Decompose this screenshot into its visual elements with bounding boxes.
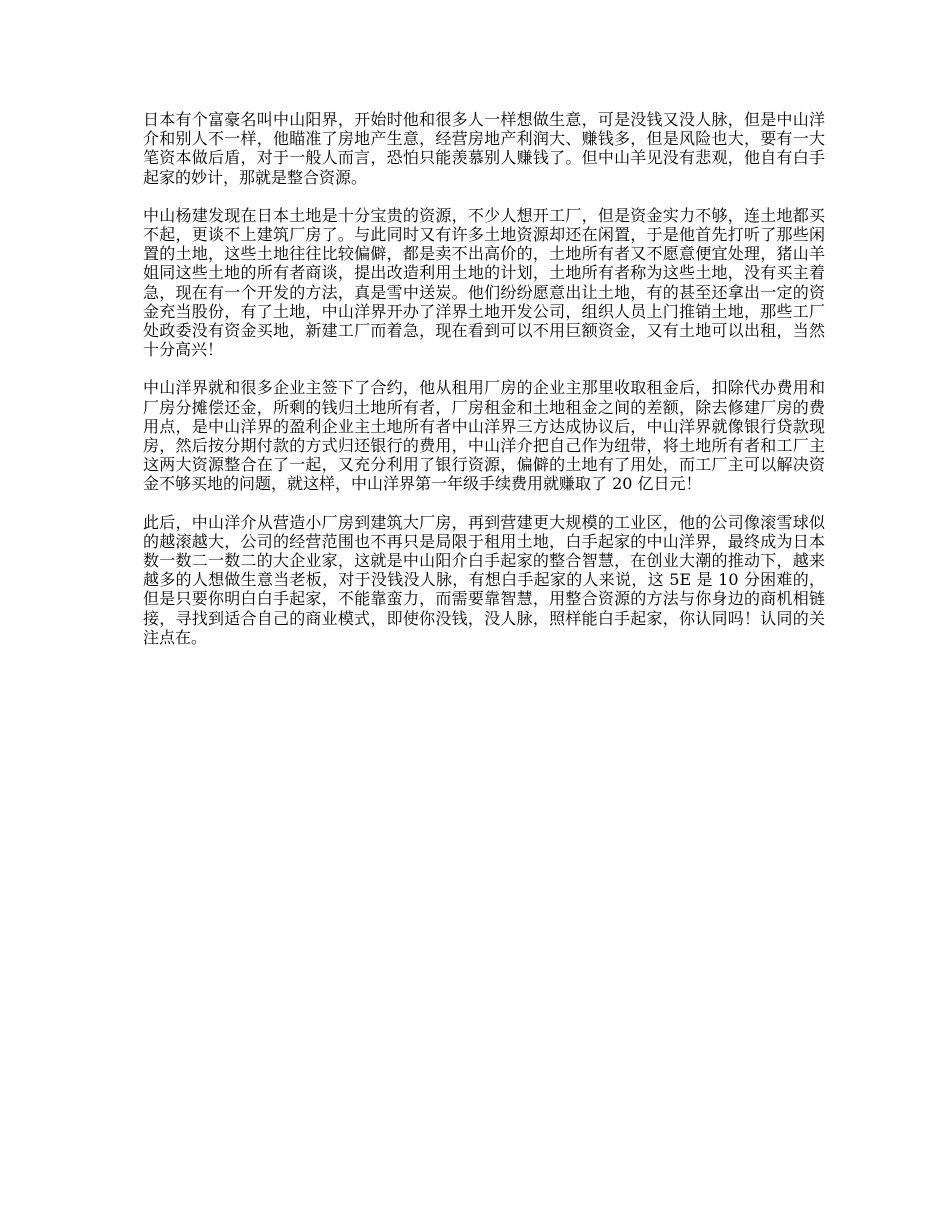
paragraph-3: 中山洋界就和很多企业主签下了合约，他从租用厂房的企业主那里收取租金后，扣除代办费用和厂房分摊偿还金，所剩的钱归土地所有者，厂房租金和土地租金之间的差额，除去修建厂房的费用点，是中山洋界的盈利企业主土地所有者中山洋界三方达成协议后，中山洋界就像银行贷款现房，然后按分期付款的方式归还银行的费用，中山洋介把自己作为纽带，将土地所有者和工厂主这两大资源整合在了一起，又充分利用了银行资源，偏僻的土地有了用处，而工厂主可以解决资金不够买地的问题，就这样，中山洋界第一年级手续费用就赚取了 20 亿日元！ [143, 378, 825, 494]
document-page [143, 110, 825, 666]
paragraph-4: 此后，中山洋介从营造小厂房到建筑大厂房，再到营建更大规模的工业区，他的公司像滚雪球似的越滚越大，公司的经营范围也不再只是局限于租用土地，白手起家的中山洋界，最终成为日本数一数二一数二的大企业家，这就是中山阳介白手起家的整合智慧，在创业大潮的推动下，越来越多的人想做生意当老板，对于没钱没人脉，有想白手起家的人来说，这 5E 是 10 分困难的，但是只要你明白白手起家，不能靠蛮力，而需要靠智慧，用整合资源的方法与你身边的商机相链接，寻找到适合自己的商业模式，即使你没钱，没人脉，照样能白手起家，你认同吗！认同的关注点在。 [143, 512, 825, 647]
paragraph-2: 中山杨建发现在日本土地是十分宝贵的资源，不少人想开工厂，但是资金实力不够，连土地都买不起，更谈不上建筑厂房了。与此同时又有许多土地资源却还在闲置，于是他首先打听了那些闲置的土地，这些土地往往比较偏僻，都是卖不出高价的，土地所有者又不愿意便宜处理，猪山羊姐同这些土地的所有者商谈，提出改造利用土地的计划，土地所有者称为这些土地，没有买主着急，现在有一个开发的方法，真是雪中送炭。他们纷纷愿意出让土地，有的甚至还拿出一定的资金充当股份，有了土地，中山洋界开办了洋界土地开发公司，组织人员上门推销土地，那些工厂处政委没有资金买地，新建工厂而着急，现在看到可以不用巨额资金，又有土地可以出租，当然十分高兴！ [143, 205, 825, 360]
paragraph-1: 日本有个富豪名叫中山阳界，开始时他和很多人一样想做生意，可是没钱又没人脉，但是中山洋介和别人不一样，他瞄准了房地产生意，经营房地产利润大、赚钱多，但是风险也大，要有一大笔资本做后盾，对于一般人而言，恐怕只能羡慕别人赚钱了。但中山羊见没有悲观，他自有白手起家的妙计，那就是整合资源。 [143, 110, 825, 187]
